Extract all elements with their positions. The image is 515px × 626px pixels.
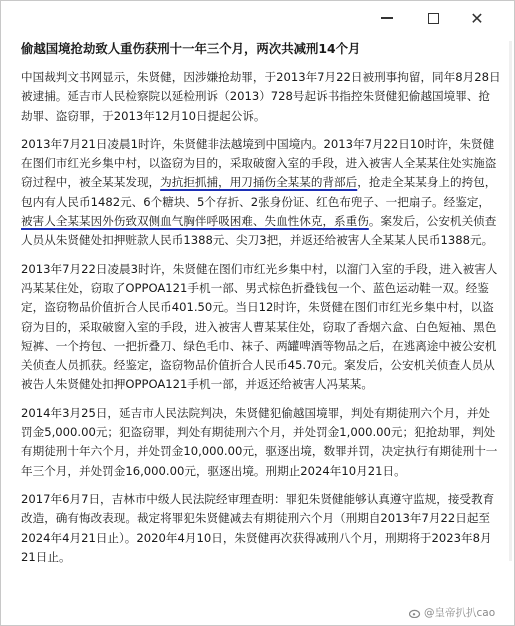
article-title: 偷越国境抢劫致人重伤获刑十一年三个月，两次共减刑14个月 <box>21 41 361 56</box>
paragraph-1: 中国裁判文书网显示，朱贤健，因涉嫌抢劫罪，于2013年7月22日被刑事拘留，同年8月28日被逮捕。延吉市人民检察院以延检刑诉（2013）728号起诉书指控朱贤健犯偷越国境罪、抢劫罪、盗窃罪，于2013年12月10日提起公诉。 <box>21 70 501 123</box>
close-icon[interactable]: ✕ <box>470 8 484 28</box>
paragraph-5: 2017年6月7日，吉林市中级人民法院经审理查明：罪犯朱贤健能够认真遵守监规，接受教育改造，确有悔改表现。裁定将罪犯朱贤健减去有期徒刑六个月（刑期自2013年7月22日起至2024年4月21日止）。2020年4月10日，朱贤健再次获得减刑八个月，刑期将于2023年8月21日止。 <box>21 491 495 564</box>
underlined-text-stabbing: 为抗拒抓捕，用刀捅伤全某某的背部后 <box>160 175 358 190</box>
minimize-icon[interactable] <box>373 7 401 29</box>
maximize-icon[interactable] <box>419 7 447 29</box>
paragraph-2-part-b: ，抢走全某某身上的挎包，包内有人民币1482元、6个糖块、5个存折、2张身份证、红色布兜子、一把扇子。经鉴定， <box>21 175 497 209</box>
watermark-text: @皇帝扒扒cao <box>424 607 496 619</box>
underlined-text-injury: 被害人全某某因外伤致双侧血气胸伴呼吸困难、失血性休克，系重伤 <box>21 214 369 229</box>
title-bar <box>1 1 514 33</box>
paragraph-2-part-c: 。案发后，公安机关侦查人员从朱贤健处扣押赃款人民币1388元、尖刀3把，并返还给被害人全某某人民币1388元。 <box>21 214 497 248</box>
paragraph-2 <box>21 135 501 251</box>
paragraph-2-part-a: 2013年7月21日凌晨1时许，朱贤健非法越境到中国境内。2013年7月22日10时许，朱贤健在图们市红光乡集中村，以盗窃为目的，采取破窗入室的手段，进入被害人全某某住处实施盗窃过程中，被全某某发现， <box>21 136 497 190</box>
article-body <box>21 39 501 576</box>
paragraph-4: 2014年3月25日，延吉市人民法院判决，朱贤健犯偷越国境罪，判处有期徒刑六个月，并处罚金5,000.00元；犯盗窃罪，判处有期徒刑六个月，并处罚金1,000.00元；犯抢劫罪，判处有期徒刑十年六个月，并处罚金10,000.00元，驱逐出境，数罪并罚，决定执行有期徒刑十一年三个月，并处罚金16,000.00元，驱逐出境。刑期止2024年10月21日。 <box>21 405 498 478</box>
paragraph-3: 2013年7月22日凌晨3时许，朱贤健在图们市红光乡集中村，以溜门入室的手段，进入被害人冯某某住处，窃取了OPPOA121手机一部、男式棕色折叠钱包一个、蓝色运动鞋一双。经鉴定，盗窃物品价值折合人民币401.50元。当日12时许，朱贤健在图们市红光乡集中村，以盗窃为目的，采取破窗入室的手段，进入被害人曹某某住处，窃取了香烟六盒、白色短袖、黑色短裤、一个挎包、一把折叠刀、绿色毛巾、袜子、两罐啤酒等物品之后，在逃离途中被公安机关侦查人员抓获。经鉴定，盗窃物品价值折合人民币45.70元。案发后，公安机关侦查人员从被告人朱贤健处扣押OPPOA121手机一部，并返还给被害人冯某某。 <box>21 261 498 392</box>
watermark <box>409 605 495 620</box>
scrollbar[interactable] <box>509 41 512 561</box>
weibo-icon <box>409 608 421 618</box>
